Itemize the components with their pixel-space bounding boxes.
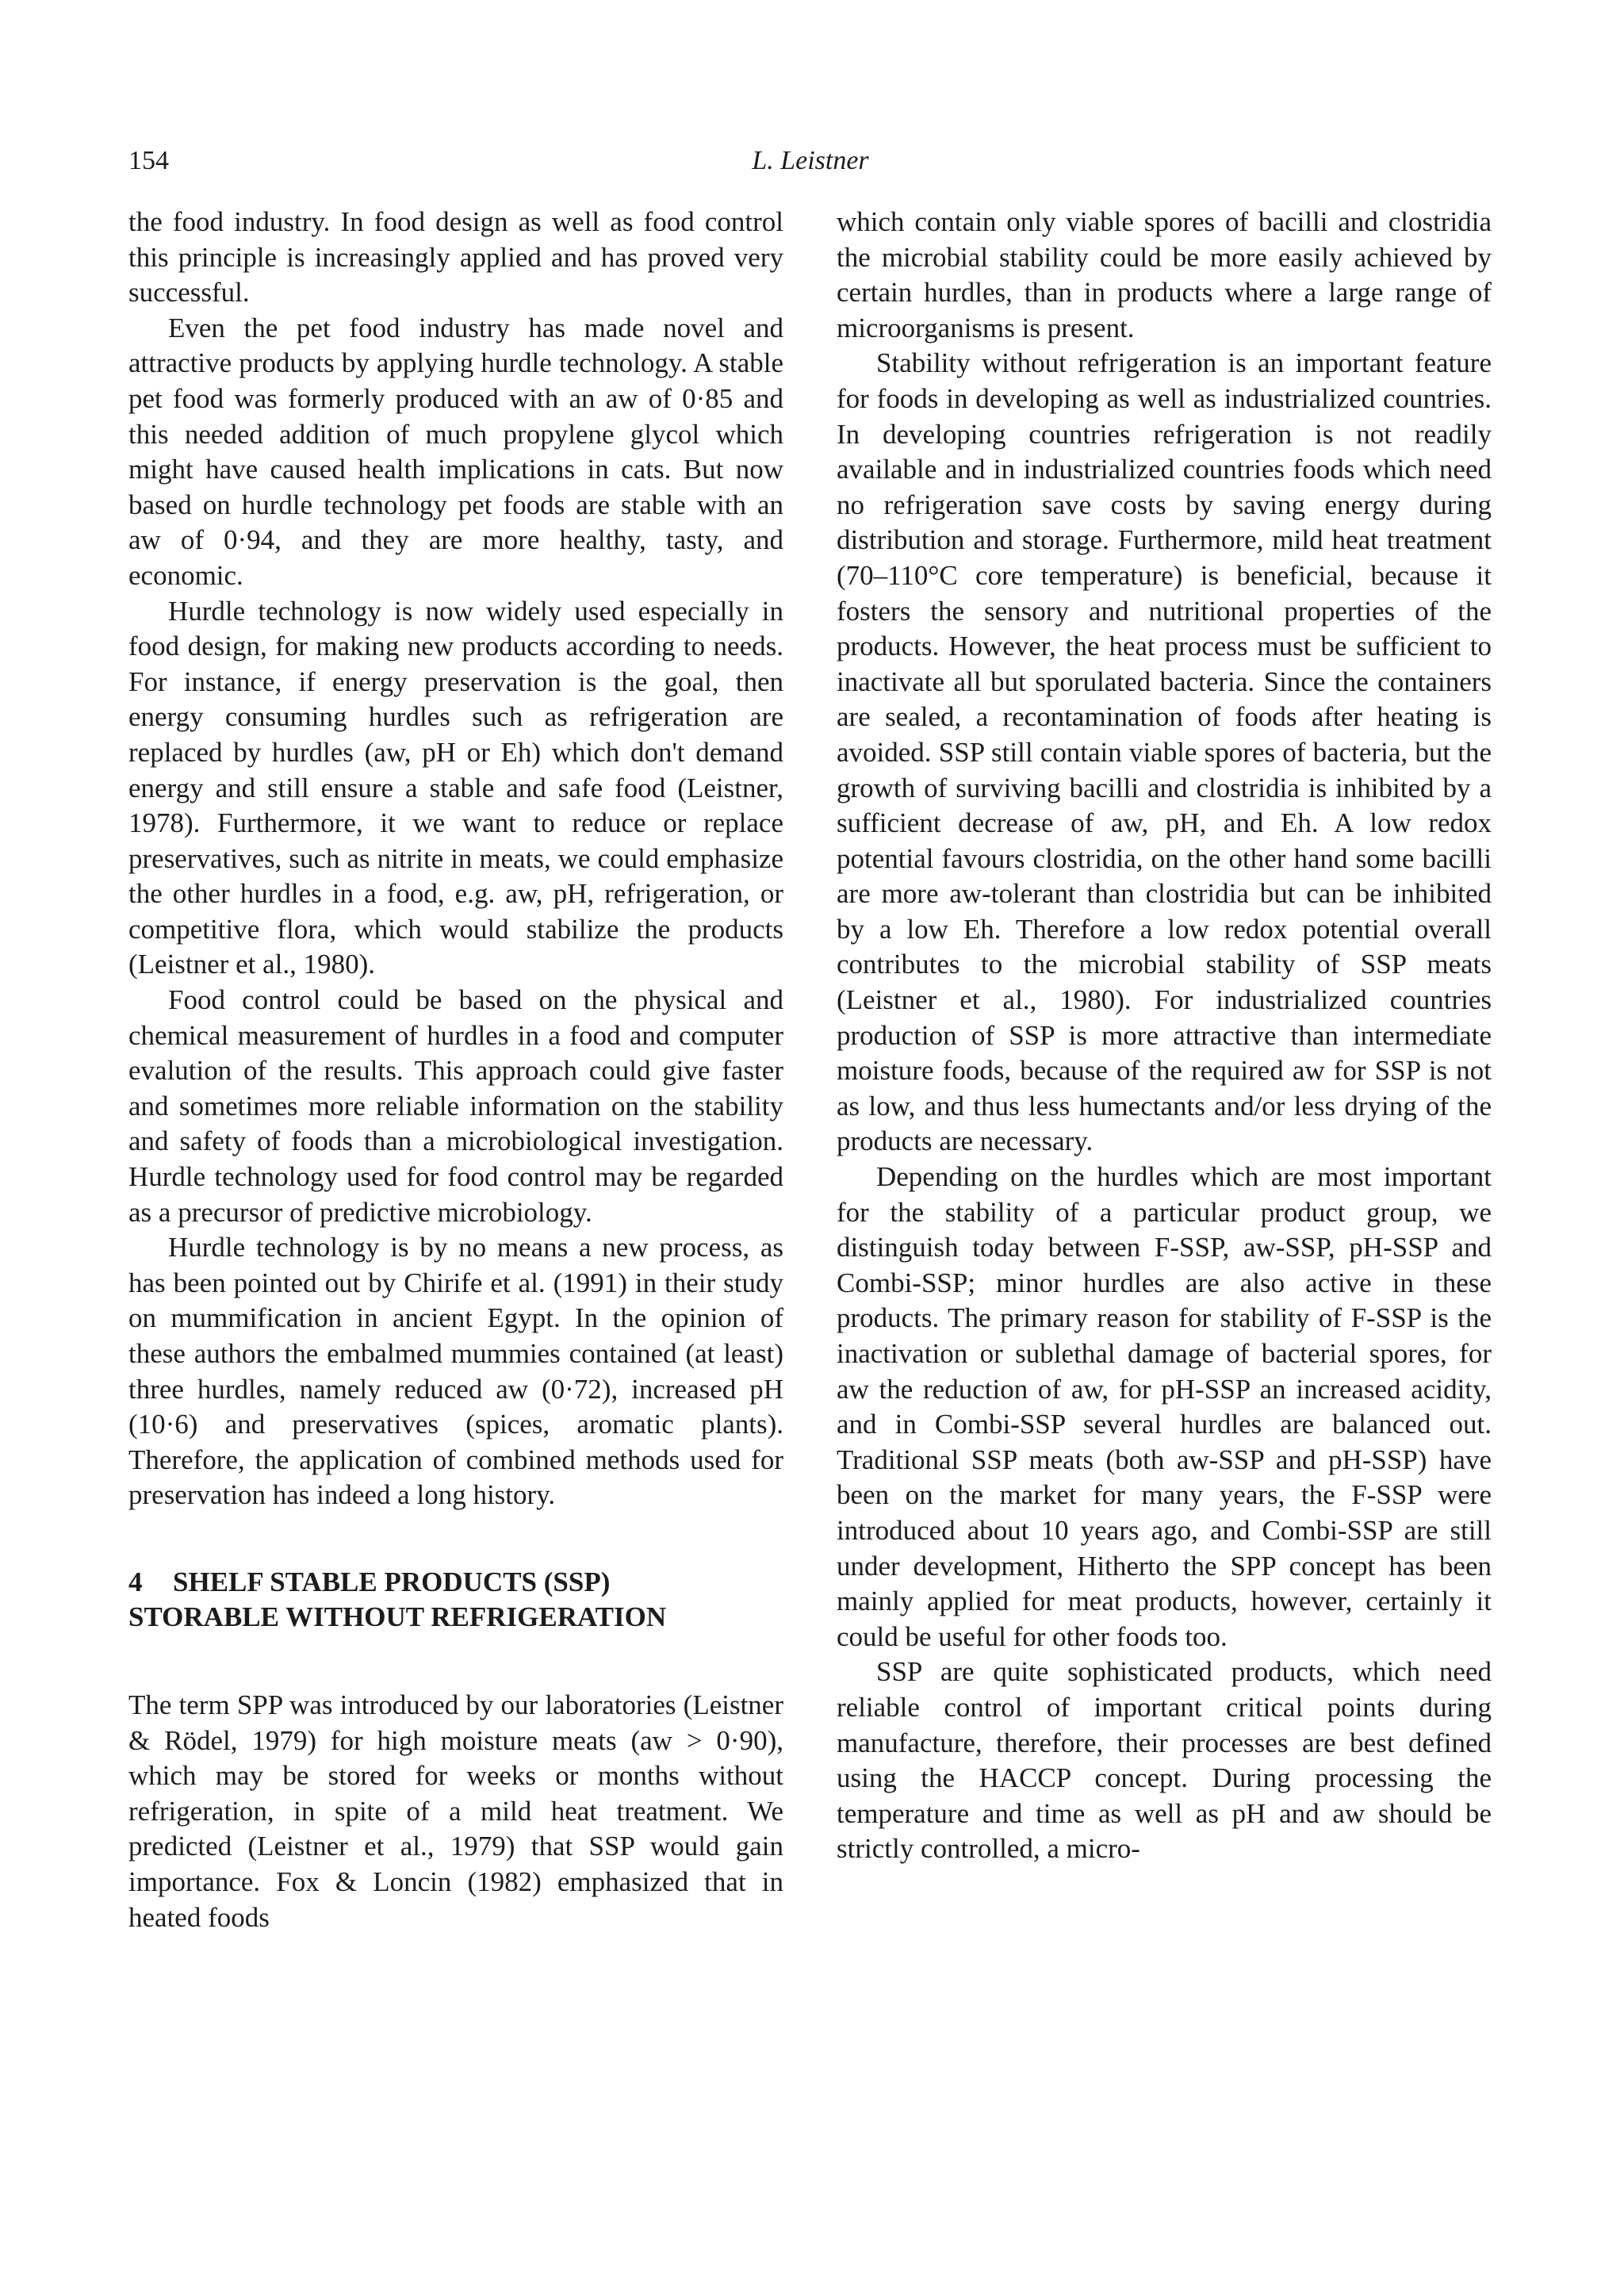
paragraph: the food industry. In food design as well as food control this principle is increasingly applied and has proved very successful. <box>128 206 783 309</box>
paragraph: Hurdle technology is now widely used especially in food design, for making new products according to needs. For instance, if energy preservation is the goal, then energy consuming hurdles such as refrigeration are replaced by hurdles (aw, pH or Eh) which don't demand energy and still ensure a stable and safe food (Leistner, 1978). Furthermore, it we want to reduce or replace preservatives, such as nitrite in meats, we could emphasize the other hurdles in a food, e.g. aw, pH, refrigeration, or competitive flora, which would stabilize the products (Leistner et al., 1980). <box>128 595 783 980</box>
paragraph: Food control could be based on the physical and chemical measurement of hurdles in a food and computer evalution of the results. This approach could give faster and sometimes more reliable information on the stability and safety of foods than a microbiological investigation. Hurdle technology used for food control may be regarded as a precursor of predictive microbiology. <box>128 984 783 1228</box>
paragraph: Stability without refrigeration is an important feature for foods in developing as well as industrialized countries. In developing countries refrigeration is not readily available and in industrialized countries foods which need no refrigeration save costs by saving energy during distribution and storage. Furthermore, mild heat treatment (70–110°C core temperature) is beneficial, because it fosters the sensory and nutritional properties of the products. However, the heat process must be sufficient to inactivate all but sporulated bacteria. Since the containers are sealed, a recontamination of foods after heating is avoided. SSP still contain viable spores of bacteria, but the growth of surviving bacilli and clostridia is inhibited by a sufficient decrease of aw, pH, and Eh. A low redox potential favours clostridia, on the other hand some bacilli are more aw-tolerant than clostridia but can be inhibited by a low Eh. Therefore a low redox potential overall contributes to the microbial stability of SSP meats (Leistner et al., 1980). For industrialized countries production of SSP is more attractive than intermediate moisture foods, because of the required aw for SSP is not as low, and thus less humectants and/or less drying of the products are necessary. <box>837 347 1492 1157</box>
paragraph: Even the pet food industry has made novel and attractive products by applying hurdle technology. A stable pet food was formerly produced with an aw of 0·85 and this needed addition of much propylene glycol which might have caused health implications in cats. But now based on hurdle technology pet foods are stable with an aw of 0·94, and they are more healthy, tasty, and economic. <box>128 312 783 591</box>
paragraph: Hurdle technology is by no means a new process, as has been pointed out by Chirife et al. (1991) in their study on mummification in ancient Egypt. In the opinion of these authors the embalmed mummies contained (at least) three hurdles, namely reduced aw (0·72), increased pH (10·6) and preservatives (spices, aromatic plants). Therefore, the application of combined methods used for preservation has indeed a long history. <box>128 1232 783 1511</box>
section-title-line2: STORABLE WITHOUT REFRIGERATION <box>128 1601 667 1632</box>
section-title-line1: SHELF STABLE PRODUCTS (SSP) <box>173 1566 611 1597</box>
section-number: 4 <box>128 1566 143 1597</box>
paragraph: Depending on the hurdles which are most important for the stability of a particular product group, we distinguish today between F-SSP, aw-SSP, pH-SSP and Combi-SSP; minor hurdles are also active in these products. The primary reason for stability of F-SSP is the inactivation or sublethal damage of bacterial spores, for aw the reduction of aw, for pH-SSP an increased acidity, and in Combi-SSP several hurdles are balanced out. Traditional SSP meats (both aw-SSP and pH-SSP) have been on the market for many years, the F-SSP were introduced about 10 years ago, and Combi-SSP are still under development, Hitherto the SPP concept has been mainly applied for meat products, however, certainly it could be useful for other foods too. <box>837 1161 1492 1652</box>
running-head: L. Leistner <box>752 146 869 175</box>
paragraph: which contain only viable spores of bacilli and clostridia the microbial stability could be more easily achieved by certain hurdles, than in products where a large range of microorganisms is present. <box>837 206 1492 343</box>
paragraph: SSP are quite sophisticated products, which need reliable control of important critical points during manufacture, therefore, their processes are best defined using the HACCP concept. During processing the temperature and time as well as pH and aw should be strictly controlled, a micro- <box>837 1656 1492 1865</box>
right-column <box>837 205 1492 1867</box>
left-column <box>128 205 783 1935</box>
section-heading <box>128 1565 783 1635</box>
page-number: 154 <box>128 146 169 175</box>
paragraph: The term SPP was introduced by our laboratories (Leistner & Rödel, 1979) for high moisture meats (aw > 0·90), which may be stored for weeks or months without refrigeration, in spite of a mild heat treatment. We predicted (Leistner et al., 1979) that SSP would gain importance. Fox & Loncin (1982) emphasized that in heated foods <box>128 1689 783 1933</box>
page-header <box>128 141 1492 181</box>
